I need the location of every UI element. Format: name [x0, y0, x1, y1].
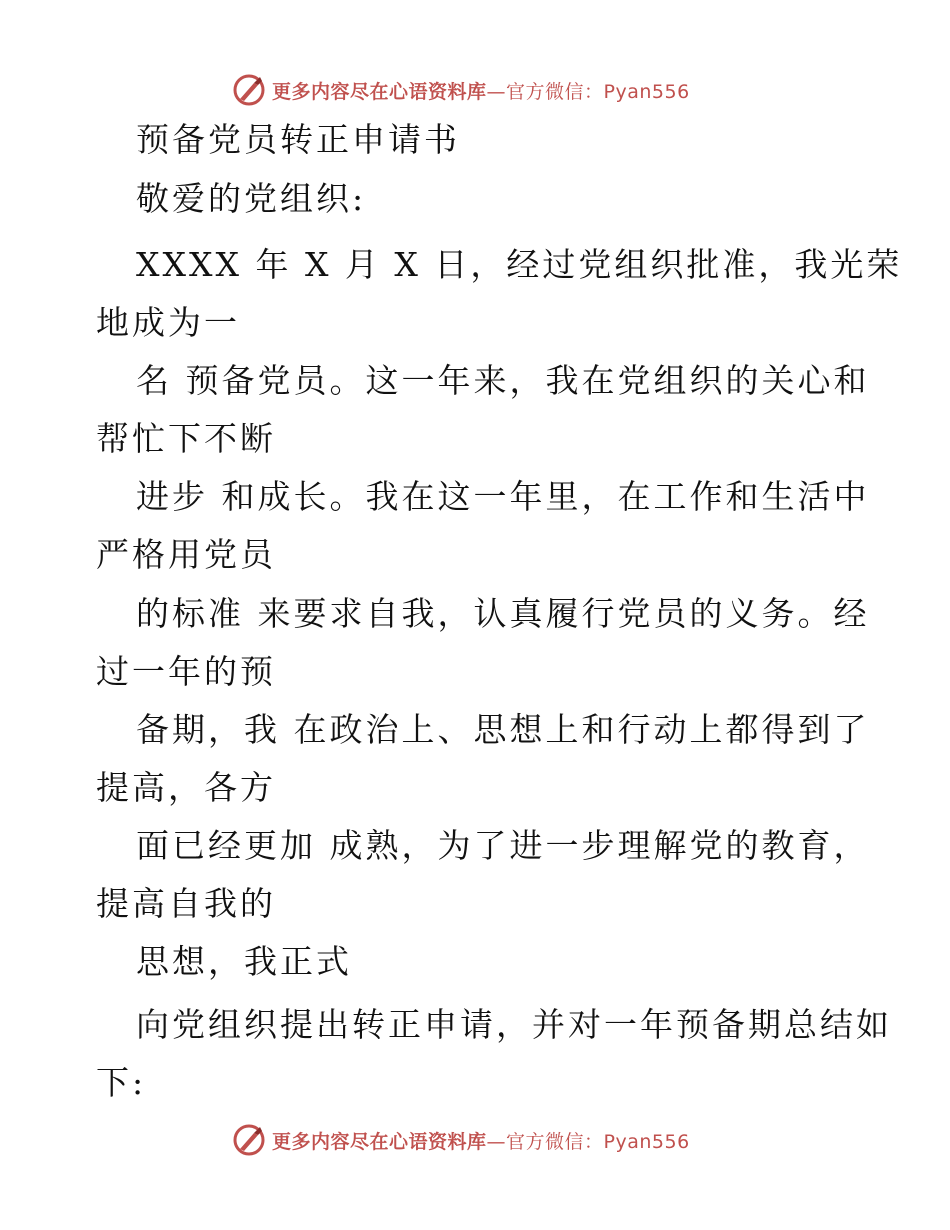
quill-pen-circle-icon — [232, 1123, 266, 1157]
paragraph-line: 下: — [96, 1063, 147, 1102]
watermark-wechat: —官方微信：Pyan556 — [486, 80, 690, 103]
paragraph-line: 帮忙下不断 — [96, 419, 276, 458]
watermark-brand: 更多内容尽在心语资料库 — [272, 1130, 487, 1153]
paragraph-line: XXXX 年 X 月 X 日，经过党组织批准，我光荣 — [136, 245, 903, 284]
header-watermark — [232, 72, 690, 108]
salutation: 敬爱的党组织: — [136, 179, 367, 218]
paragraph-line: 备期，我 在政治上、思想上和行动上都得到了 — [136, 710, 870, 749]
paragraph-line: 名 预备党员。这一年来，我在党组织的关心和 — [136, 361, 870, 400]
watermark-brand: 更多内容尽在心语资料库 — [272, 80, 487, 103]
paragraph-line: 面已经更加 成熟，为了进一步理解党的教育， — [136, 826, 870, 865]
quill-pen-circle-icon — [232, 73, 266, 107]
watermark-text — [272, 77, 690, 104]
footer-watermark — [232, 1122, 690, 1158]
paragraph-line: 向党组织提出转正申请，并对一年预备期总结如 — [136, 1005, 892, 1044]
watermark-text — [272, 1127, 690, 1154]
watermark-wechat: —官方微信：Pyan556 — [486, 1130, 690, 1153]
paragraph-line: 严格用党员 — [96, 535, 276, 574]
paragraph-line: 进步 和成长。我在这一年里，在工作和生活中 — [136, 477, 870, 516]
paragraph-line: 思想，我正式 — [136, 942, 352, 981]
paragraph-line: 提高，各方 — [96, 768, 276, 807]
paragraph-line: 提高自我的 — [96, 884, 276, 923]
paragraph-line: 的标准 来要求自我，认真履行党员的义务。经 — [136, 594, 870, 633]
paragraph-line: 地成为一 — [96, 303, 240, 342]
document-title: 预备党员转正申请书 — [136, 120, 460, 159]
paragraph-line: 过一年的预 — [96, 652, 276, 691]
